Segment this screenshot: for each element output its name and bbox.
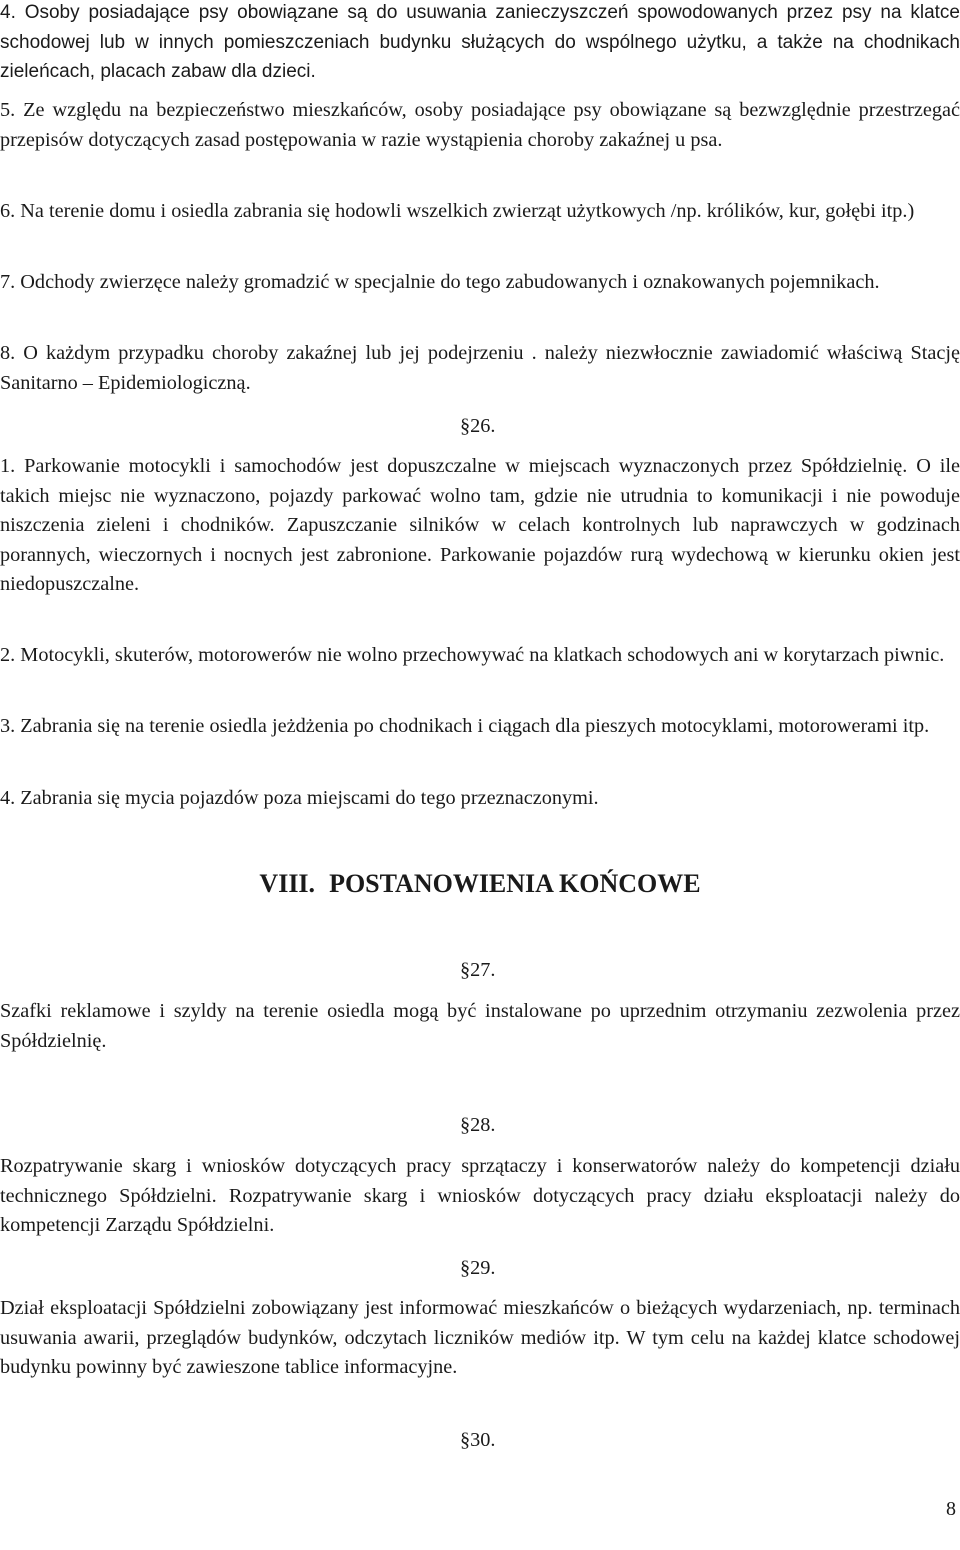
paragraph-6: 6. Na terenie domu i osiedla zabrania się hodowli wszelkich zwierząt użytkowych /np. królików, kur, gołębi itp.) <box>0 200 915 222</box>
paragraph-5: 5. Ze względu na bezpieczeństwo mieszkańców, osoby posiadające psy obowiązane są bezwzględnie przestrzegać przepisów dotyczących zasad postępowania w razie wystąpienia choroby zakaźnej u psa. <box>0 99 960 151</box>
paragraph-27: Szafki reklamowe i szyldy na terenie osiedla mogą być instalowane po uprzednim otrzymaniu zezwolenia przez Spółdzielnię. <box>0 1000 960 1052</box>
chapter-number: VIII. <box>259 869 316 898</box>
section-number-30: §30. <box>460 1429 496 1451</box>
chapter-title: POSTANOWIENIA KOŃCOWE <box>329 869 701 898</box>
paragraph-8: 8. O każdym przypadku choroby zakaźnej lub jej podejrzeniu . należy niezwłocznie zawiadomić właściwą Stację Sanitarno – Epidemiologiczną. <box>0 342 960 394</box>
section-number-28: §28. <box>460 1114 496 1136</box>
section-number-27: §27. <box>460 959 496 981</box>
paragraph-7: 7. Odchody zwierzęce należy gromadzić w specjalnie do tego zabudowanych i oznakowanych pojemnikach. <box>0 271 880 293</box>
paragraph-29: Dział eksploatacji Spółdzielni zobowiązany jest informować mieszkańców o bieżących wydarzeniach, np. terminach usuwania awarii, przeglądów budynków, odczytach liczników mediów itp. W tym celu na każdej klatce schodowej budynku powinny być zawieszone tablice informacyjne. <box>0 1297 960 1379</box>
section-number-29: §29. <box>460 1257 496 1279</box>
paragraph-26-1: 1. Parkowanie motocykli i samochodów jest dopuszczalne w miejscach wyznaczonych przez Spółdzielnię. O ile takich miejsc nie wyznaczono, pojazdy parkować wolno tam, gdzie nie utrudnia to komunikacji i nie powoduje niszczenia zieleni i chodników. Zapuszczanie silników w celach kontrolnych lub naprawczych w godzinach porannych, wieczornych i nocnych jest zabronione. Parkowanie pojazdów rurą wydechową w kierunku okien jest niedopuszczalne. <box>0 455 960 596</box>
chapter-heading <box>0 867 960 901</box>
paragraph-26-3: 3. Zabrania się na terenie osiedla jeżdżenia po chodnikach i ciągach dla pieszych motocyklami, motorowerami itp. <box>0 715 930 737</box>
paragraph-26-4: 4. Zabrania się mycia pojazdów poza miejscami do tego przeznaczonymi. <box>0 787 599 809</box>
paragraph-4: 4. Osoby posiadające psy obowiązane są do usuwania zanieczyszczeń spowodowanych przez psy na klatce schodowej lub w innych pomieszczeniach budynku służących do wspólnego użytku, a także na chodnikach zieleńcach, placach zabaw dla dzieci. <box>0 2 960 83</box>
paragraph-26-2: 2. Motocykli, skuterów, motorowerów nie wolno przechowywać na klatkach schodowych ani w korytarzach piwnic. <box>0 644 945 666</box>
page-number: 8 <box>946 1498 956 1520</box>
section-number-26: §26. <box>460 415 496 437</box>
paragraph-28: Rozpatrywanie skarg i wniosków dotyczących pracy sprzątaczy i konserwatorów należy do kompetencji działu technicznego Spółdzielni. Rozpatrywanie skarg i wniosków dotyczących pracy działu eksploatacji należy do kompetencji Zarządu Spółdzielni. <box>0 1155 960 1237</box>
